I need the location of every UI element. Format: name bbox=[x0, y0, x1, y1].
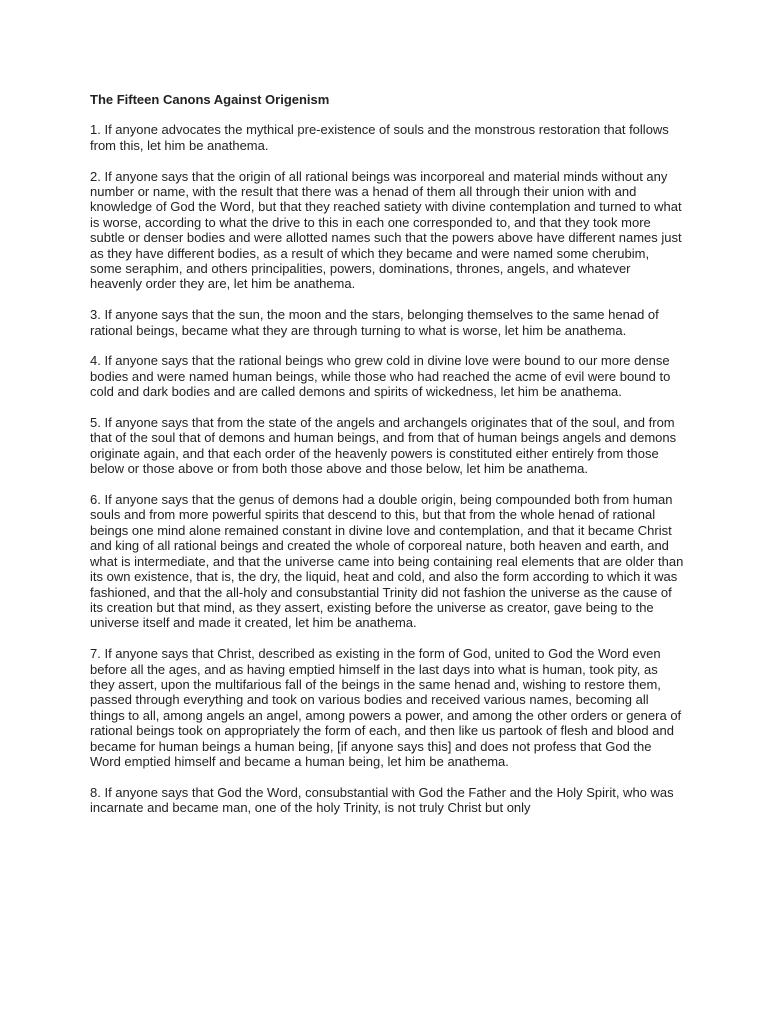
canon-paragraph-1: 1. If anyone advocates the mythical pre-existence of souls and the monstrous restoration that follows from this, let him be anathema. bbox=[90, 122, 669, 153]
canon-paragraph-6: 6. If anyone says that the genus of demons had a double origin, being compounded both from human souls and from more powerful spirits that descend to this, but that from the whole henad of rational beings one mind alone remained constant in divine love and contemplation, and that it became Christ and king of all rational beings and created the whole of corporeal nature, both heaven and earth, and what is intermediate, and that the universe came into being containing real elements that are older than its own existence, that is, the dry, the liquid, heat and cold, and also the form according to which it was fashioned, and that the all-holy and consubstantial Trinity did not fashion the universe as the cause of its creation but that mind, as they assert, existing before the universe as creator, gave being to the universe itself and made it created, let him be anathema. bbox=[90, 492, 684, 631]
canon-paragraph-2: 2. If anyone says that the origin of all rational beings was incorporeal and material minds without any number or name, with the result that there was a henad of them all through their union with and knowledge of God the Word, but that they reached satiety with divine contemplation and turned to what is worse, according to what the drive to this in each one corresponded to, and that they took more subtle or denser bodies and were allotted names such that the powers above have different names just as they have different bodies, as a result of which they became and were named some cherubim, some seraphim, and others principalities, powers, dominations, thrones, angels, and whatever heavenly order they are, let him be anathema. bbox=[90, 168, 682, 292]
canon-paragraph-8: 8. If anyone says that God the Word, consubstantial with God the Father and the Holy Spirit, who was incarnate and became man, one of the holy Trinity, is not truly Christ but only bbox=[90, 784, 674, 816]
canon-paragraph-4: 4. If anyone says that the rational beings who grew cold in divine love were bound to our more dense bodies and were named human beings, while those who had reached the acme of evil were bound to cold and dark bodies and are called demons and spirits of wickedness, let him be anathema. bbox=[90, 353, 671, 400]
canon-paragraph-7: 7. If anyone says that Christ, described as existing in the form of God, united to God the Word even before all the ages, and as having emptied himself in the last days into what is human, took pity, as they assert, upon the multifarious fall of the beings in the same henad and, wishing to restore them, passed through everything and took on various bodies and received various names, becoming all things to all, among angels an angel, among powers a power, and among the other orders or genera of rational beings took on appropriately the form of each, and then like us partook of flesh and blood and became for human beings a human being, [if anyone says this] and does not profess that God the Word emptied himself and became a human being, let him be anathema. bbox=[90, 646, 682, 769]
document-title: The Fifteen Canons Against Origenism bbox=[90, 92, 330, 107]
canon-paragraph-3: 3. If anyone says that the sun, the moon and the stars, belonging themselves to the same henad of rational beings, became what they are through turning to what is worse, let him be anathema. bbox=[90, 307, 659, 338]
document-page bbox=[90, 92, 684, 831]
canon-paragraph-5: 5. If anyone says that from the state of the angels and archangels originates that of the soul, and from that of the soul that of demons and human beings, and from that of human beings angels and demons originate again, and that each order of the heavenly powers is constituted either entirely from those below or those above or from both those above and those below, let him be anathema. bbox=[90, 415, 677, 477]
